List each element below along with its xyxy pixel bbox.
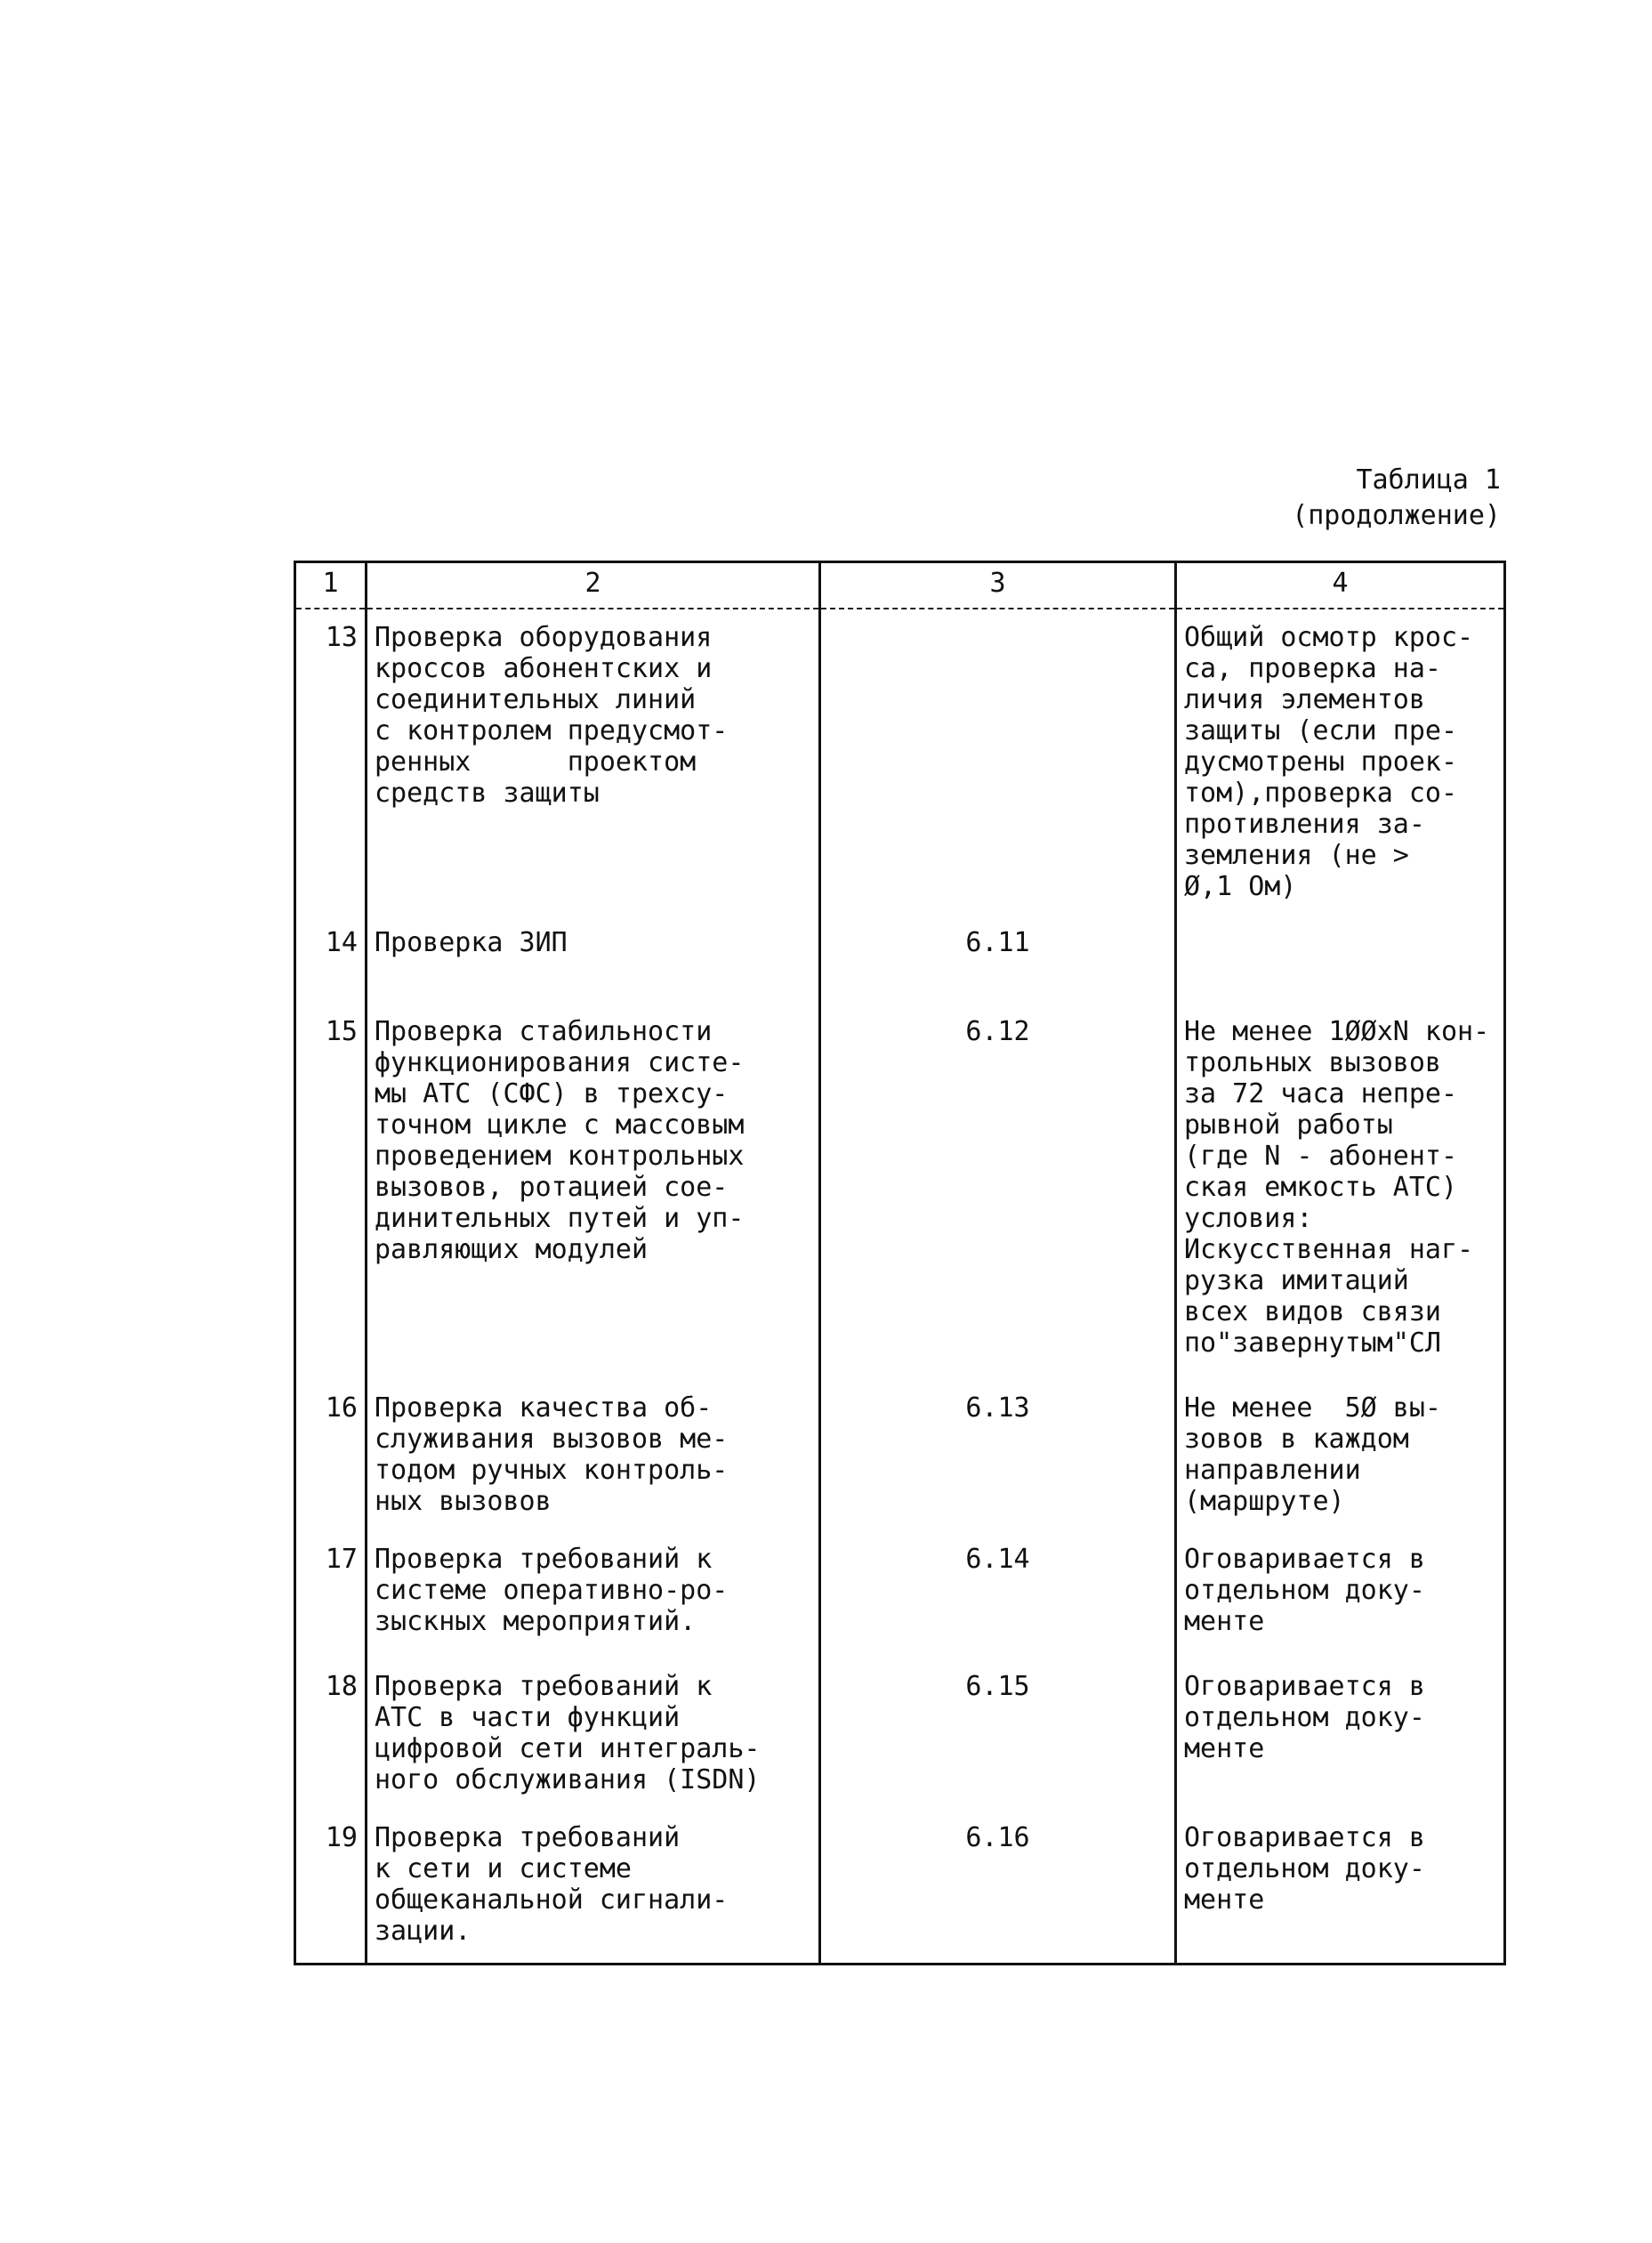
table-row [295,1658,1505,1810]
row-description: Проверка требований к сети и системе общеканальной сигнали- зации. [367,1810,820,1965]
table-title: Таблица 1 [1356,464,1501,496]
row-number: 13 [295,609,367,915]
row-reference: 6.12 [820,1004,1176,1380]
row-note: Не менее 5Ø вы- зовов в каждом направлении (маршруте) [1176,1380,1505,1531]
row-reference: 6.13 [820,1380,1176,1531]
table-row [295,609,1505,915]
row-reference [820,609,1176,915]
column-header-2: 2 [367,562,820,609]
row-note: Общий осмотр крос- са, проверка на- личия элементов защиты (если пре- дусмотрены проек- том),проверка со- противления за- земления (не > Ø,1 Ом) [1176,609,1505,915]
column-header-4: 4 [1176,562,1505,609]
row-reference: 6.15 [820,1658,1176,1810]
row-number: 16 [295,1380,367,1531]
column-header-1: 1 [295,562,367,609]
row-description: Проверка стабильности функционирования систе- мы АТС (СФС) в трехсу- точном цикле с массовым проведением контрольных вызовов, ротацией сое- динительных путей и уп- равляющих модулей [367,1004,820,1380]
table-row [295,915,1505,1004]
row-note: Оговаривается в отдельном доку- менте [1176,1658,1505,1810]
row-description: Проверка требований к АТС в части функций цифровой сети интеграль- ного обслуживания (ISDN) [367,1658,820,1810]
row-description: Проверка качества об- служивания вызовов ме- тодом ручных контроль- ных вызовов [367,1380,820,1531]
row-number: 15 [295,1004,367,1380]
table-caption [1292,463,1501,534]
row-note: Оговаривается в отдельном доку- менте [1176,1531,1505,1658]
test-program-table [294,561,1506,1965]
row-number: 19 [295,1810,367,1965]
row-reference: 6.11 [820,915,1176,1004]
row-note: Не менее 1ØØxN кон- трольных вызовов за 72 часа непре- рывной работы (где N - абонент- ская емкость АТС) условия: Искусственная наг- рузка имитаций всех видов связи по"завернутым"СЛ [1176,1004,1505,1380]
table-row [295,1531,1505,1658]
row-description: Проверка ЗИП [367,915,820,1004]
row-number: 18 [295,1658,367,1810]
table-subtitle: (продолжение) [1292,500,1501,531]
row-number: 17 [295,1531,367,1658]
row-note: Оговаривается в отдельном доку- менте [1176,1810,1505,1965]
column-header-3: 3 [820,562,1176,609]
row-reference: 6.16 [820,1810,1176,1965]
row-description: Проверка оборудования кроссов абонентских и соединительных линий с контролем предусмот- ренных проектом средств защиты [367,609,820,915]
header-row [295,562,1505,609]
row-description: Проверка требований к системе оперативно-ро- зыскных мероприятий. [367,1531,820,1658]
table-row [295,1380,1505,1531]
row-reference: 6.14 [820,1531,1176,1658]
table-row [295,1004,1505,1380]
row-number: 14 [295,915,367,1004]
row-note [1176,915,1505,1004]
table-row [295,1810,1505,1965]
